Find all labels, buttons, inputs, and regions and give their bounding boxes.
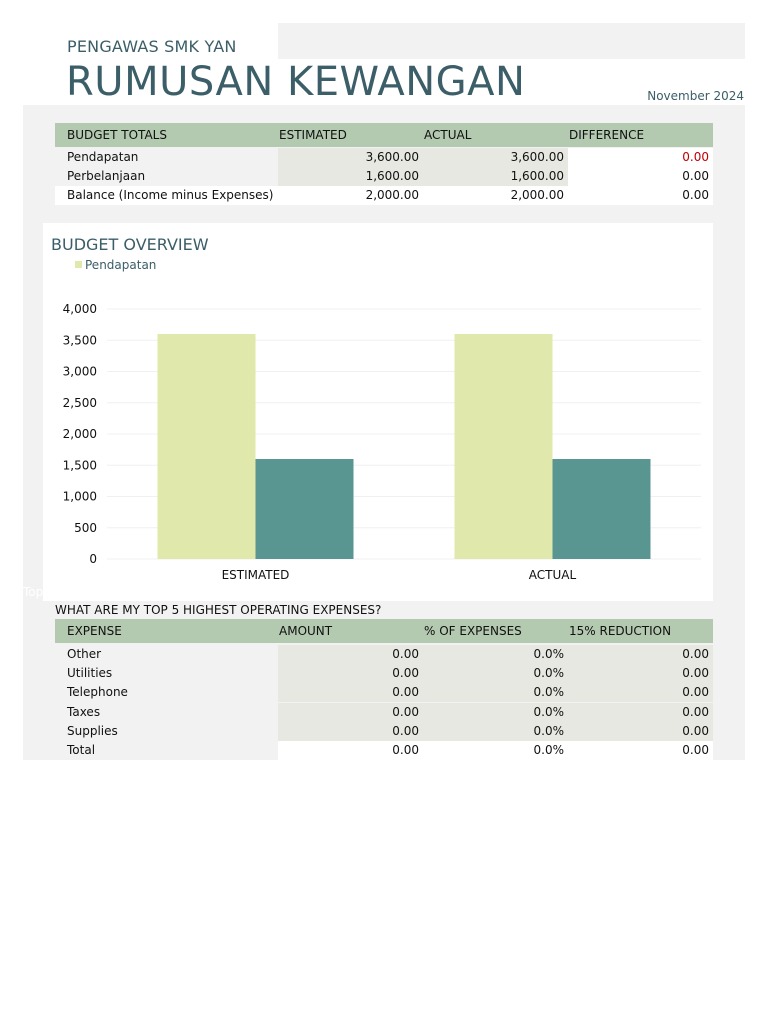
expense-name[interactable]: Taxes: [67, 705, 101, 719]
amount-cell[interactable]: 0.00: [278, 664, 423, 683]
row-label[interactable]: Balance (Income minus Expenses): [55, 186, 278, 205]
column-header-difference: DIFFERENCE: [569, 128, 645, 142]
reduction-cell[interactable]: 0.00: [568, 664, 713, 683]
y-tick-label: 2,000: [62, 427, 97, 441]
table-row: [55, 167, 713, 186]
y-tick-label: 3,500: [62, 333, 97, 348]
total-amount-cell[interactable]: 0.00: [278, 741, 423, 760]
column-header-reduction: 15% REDUCTION: [569, 624, 672, 638]
column-header-budget-totals: BUDGET TOTALS: [67, 128, 167, 142]
total-row: [55, 741, 713, 760]
expenses-header: [55, 619, 713, 643]
column-header-percent: % OF EXPENSES: [424, 624, 522, 638]
total-percent-cell[interactable]: 0.0%: [423, 741, 568, 760]
table-row: [55, 722, 713, 741]
chart-bar: [256, 459, 354, 559]
reduction-cell[interactable]: 0.00: [568, 703, 713, 722]
column-header-expense: EXPENSE: [67, 624, 122, 638]
difference-cell[interactable]: 0.00: [568, 186, 713, 205]
estimated-cell[interactable]: 2,000.00: [278, 186, 423, 205]
reduction-cell[interactable]: 0.00: [568, 683, 713, 702]
chart-plot: [43, 223, 713, 601]
row-label[interactable]: Pendapatan: [67, 150, 139, 164]
estimated-cell[interactable]: 1,600.00: [278, 167, 423, 186]
y-tick-label: 0: [89, 552, 97, 566]
difference-cell[interactable]: 0.00: [568, 167, 713, 186]
chart-legend: [75, 258, 156, 272]
table-row: [55, 148, 713, 167]
actual-cell[interactable]: 3,600.00: [423, 148, 568, 167]
reduction-cell[interactable]: 0.00: [568, 722, 713, 741]
x-tick-label: ACTUAL: [528, 568, 577, 582]
y-tick-label: 1,000: [62, 489, 97, 504]
column-header-actual: ACTUAL: [424, 128, 472, 142]
chart-bar: [553, 459, 651, 559]
row-label[interactable]: Perbelanjaan: [67, 169, 146, 183]
table-row: [55, 186, 713, 205]
column-header-amount: AMOUNT: [279, 624, 333, 638]
amount-cell[interactable]: 0.00: [278, 645, 423, 664]
page-title: RUMUSAN KEWANGAN: [66, 59, 526, 105]
amount-cell[interactable]: 0.00: [278, 722, 423, 741]
chart-bar: [158, 334, 256, 559]
y-tick-label: 1,500: [62, 458, 97, 473]
report-date: November 2024: [647, 89, 744, 103]
percent-cell[interactable]: 0.0%: [423, 664, 568, 683]
table-row: [55, 703, 713, 722]
expense-name[interactable]: Supplies: [67, 724, 118, 738]
budget-totals-header: [55, 123, 713, 147]
y-tick-label: 500: [74, 520, 97, 535]
expenses-question: WHAT ARE MY TOP 5 HIGHEST OPERATING EXPENSES?: [55, 603, 382, 617]
expense-name[interactable]: Other: [67, 647, 102, 661]
percent-cell[interactable]: 0.0%: [423, 645, 568, 664]
difference-cell[interactable]: 0.00: [568, 148, 713, 167]
legend-swatch: [75, 261, 82, 268]
x-tick-label: ESTIMATED: [221, 568, 290, 582]
amount-cell[interactable]: 0.00: [278, 703, 423, 722]
total-reduction-cell[interactable]: 0.00: [568, 741, 713, 760]
column-header-estimated: ESTIMATED: [279, 128, 347, 142]
expense-name[interactable]: Telephone: [67, 685, 128, 699]
header-band: [278, 23, 745, 59]
budget-overview-chart[interactable]: [43, 223, 713, 601]
y-tick-label: 2,500: [62, 395, 97, 410]
estimated-cell[interactable]: 3,600.00: [278, 148, 423, 167]
amount-cell[interactable]: 0.00: [278, 683, 423, 702]
y-tick-label: 4,000: [62, 302, 97, 316]
faint-label: Top 5: [23, 585, 55, 599]
organization-name: PENGAWAS SMK YAN: [67, 37, 237, 56]
percent-cell[interactable]: 0.0%: [423, 703, 568, 722]
actual-cell[interactable]: 1,600.00: [423, 167, 568, 186]
total-label[interactable]: Total: [67, 743, 96, 757]
expense-name[interactable]: Utilities: [67, 666, 113, 680]
chart-bar: [455, 334, 553, 559]
chart-title: BUDGET OVERVIEW: [51, 235, 209, 254]
table-row: [55, 645, 713, 664]
reduction-cell[interactable]: 0.00: [568, 645, 713, 664]
percent-cell[interactable]: 0.0%: [423, 683, 568, 702]
table-row: [55, 683, 713, 702]
actual-cell[interactable]: 2,000.00: [423, 186, 568, 205]
table-row: [55, 664, 713, 683]
y-tick-label: 3,000: [62, 364, 97, 379]
percent-cell[interactable]: 0.0%: [423, 722, 568, 741]
legend-label: Pendapatan: [85, 258, 157, 272]
